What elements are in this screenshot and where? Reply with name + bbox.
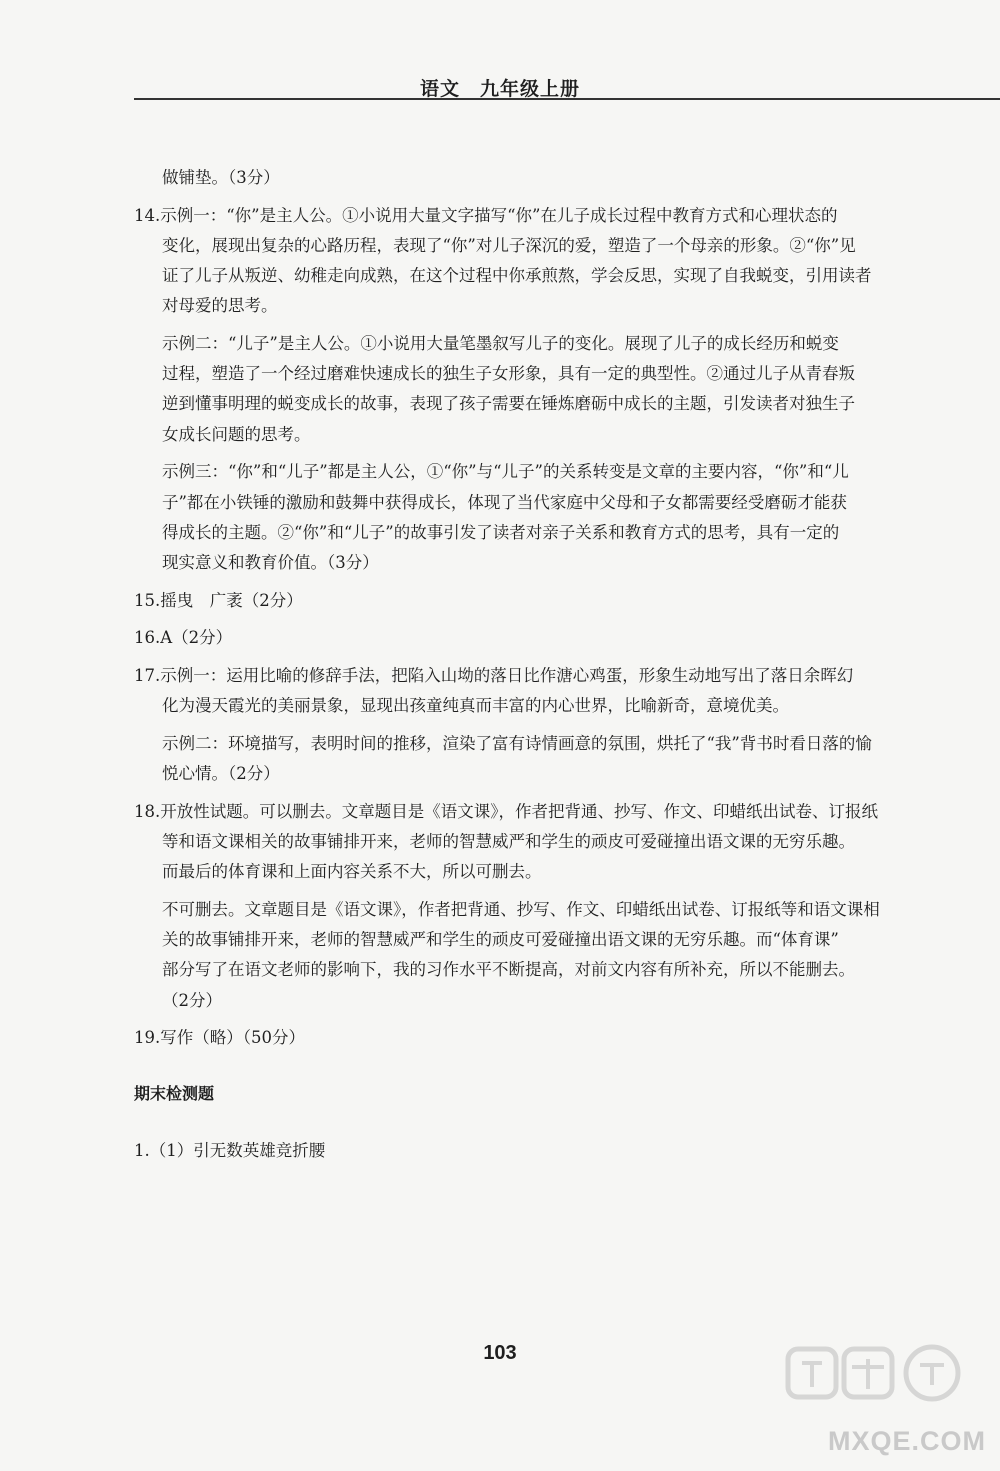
watermark-text: MXQE.COM bbox=[827, 1426, 986, 1456]
answer-17-line: 17.示例一：运用比喻的修辞手法，把陷入山坳的落日比作溏心鸡蛋，形象生动地写出了落日余晖幻 bbox=[134, 666, 854, 686]
answer-18-line: 部分写了在语文老师的影响下，我的习作水平不断提高，对前文内容有所补充，所以不能删去。 bbox=[162, 960, 855, 980]
answer-14-line: 现实意义和教育价值。（3分） bbox=[162, 552, 379, 572]
answer-14-line: 子”都在小铁锤的激励和鼓舞中获得成长，体现了当代家庭中父母和子女都需要经受磨砺才能获 bbox=[162, 492, 847, 512]
answer-14-line: 对母爱的思考。 bbox=[162, 296, 278, 316]
answer-content bbox=[134, 163, 934, 1166]
answer-14-line: 证了儿子从叛逆、幼稚走向成熟，在这个过程中你承煎熬，学会反思，实现了自我蜕变，引用读者 bbox=[162, 266, 872, 286]
answer-19: 19.写作（略）（50分） bbox=[134, 1028, 305, 1048]
answer-17-line: 悦心情。（2分） bbox=[162, 764, 280, 784]
answer-14-line: 过程，塑造了一个经过磨难快速成长的独生子女形象，具有一定的典型性。②通过儿子从青春叛 bbox=[162, 364, 855, 384]
answer-14-line: 女成长问题的思考。 bbox=[162, 424, 311, 444]
answer-14-line: 14.示例一：“你”是主人公。①小说用大量文字描写“你”在儿子成长过程中教育方式和心理状态的 bbox=[134, 205, 838, 225]
page-number: 103 bbox=[483, 1342, 517, 1364]
answer-18-line: （2分） bbox=[162, 990, 222, 1010]
final-test-answer-1: 1.（1）引无数英雄竞折腰 bbox=[134, 1140, 326, 1160]
text-line: 做铺垫。（3分） bbox=[162, 168, 280, 187]
answer-14-line: 得成长的主题。②“你”和“儿子”的故事引发了读者对亲子关系和教育方式的思考，具有一定的 bbox=[162, 522, 840, 542]
answer-18-line: 不可删去。文章题目是《语文课》，作者把背通、抄写、作文、印蜡纸出试卷、订报纸等和语文课相 bbox=[162, 899, 880, 919]
answer-14-line: 示例三：“你”和“儿子”都是主人公，①“你”与“儿子”的关系转变是文章的主要内容，“你”和“儿 bbox=[162, 462, 849, 482]
answer-15: 15.摇曳 广袤（2分） bbox=[134, 590, 303, 610]
answer-17-line: 示例二：环境描写，表明时间的推移，渲染了富有诗情画意的氛围，烘托了“我”背书时看日落的愉 bbox=[162, 733, 872, 753]
answer-18-line: 关的故事铺排开来，老师的智慧威严和学生的顽皮可爱碰撞出语文课的无穷乐趣。而“体育课” bbox=[162, 930, 839, 950]
page-header-title: 语文 九年级上册 bbox=[419, 78, 580, 100]
answer-14-line: 变化，展现出复杂的心路历程，表现了“你”对儿子深沉的爱，塑造了一个母亲的形象。②“你”见 bbox=[162, 235, 856, 255]
answer-18-line: 等和语文课相关的故事铺排开来，老师的智慧威严和学生的顽皮可爱碰撞出语文课的无穷乐趣。 bbox=[162, 832, 855, 852]
answer-14-line: 示例二：“儿子”是主人公。①小说用大量笔墨叙写儿子的变化。展现了儿子的成长经历和蜕变 bbox=[162, 334, 839, 354]
answer-17-line: 化为漫天霞光的美丽景象，显现出孩童纯真而丰富的内心世界，比喻新奇，意境优美。 bbox=[162, 696, 789, 716]
answer-14-line: 逆到懂事明理的蜕变成长的故事，表现了孩子需要在锤炼磨砺中成长的主题，引发读者对独生子 bbox=[162, 394, 855, 414]
answer-16: 16.A（2分） bbox=[134, 628, 233, 648]
section-title: 期末检测题 bbox=[134, 1084, 215, 1104]
answer-18-line: 而最后的体育课和上面内容关系不大，所以可删去。 bbox=[162, 862, 542, 882]
answer-18-line: 18.开放性试题。可以删去。文章题目是《语文课》，作者把背通、抄写、作文、印蜡纸出试卷、订报纸 bbox=[134, 801, 878, 821]
header-divider bbox=[134, 98, 1000, 100]
